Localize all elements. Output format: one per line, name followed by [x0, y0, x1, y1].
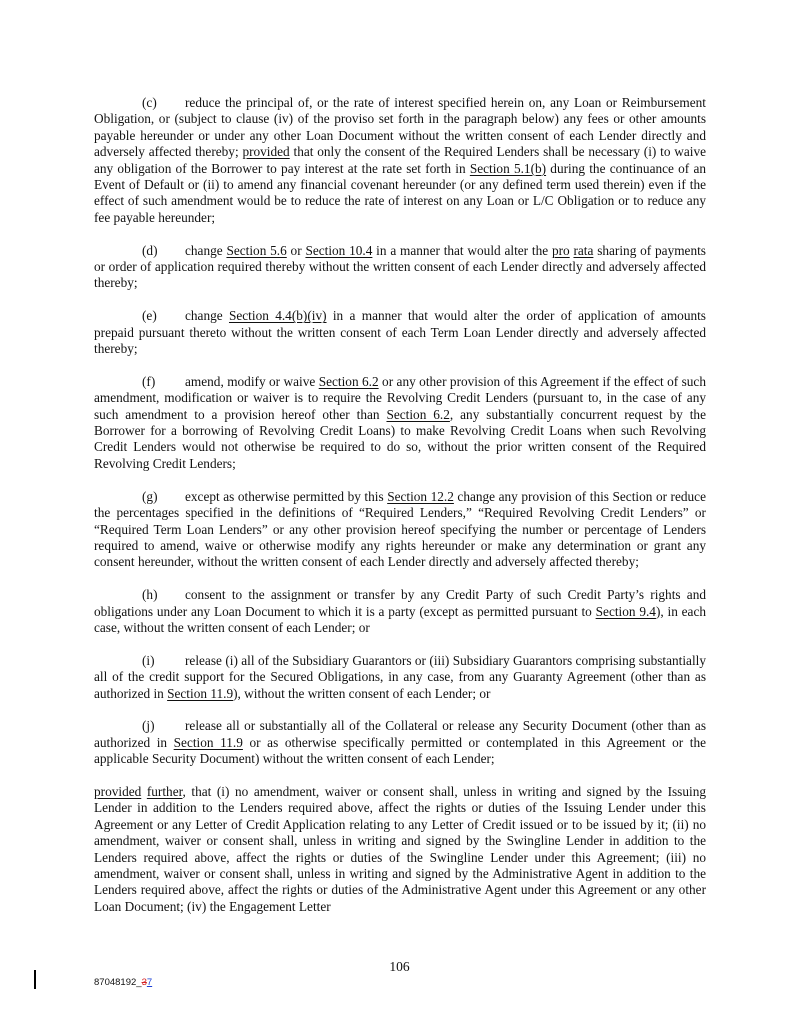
clause-j	[94, 718, 706, 767]
clause-text: ), in each case, without the written consent of each Lender; or	[94, 603, 706, 635]
underlined-reference: Section 12.2	[387, 488, 454, 504]
underlined-reference: Section 9.4	[595, 603, 656, 619]
underlined-reference: further	[146, 783, 183, 799]
clause-e	[94, 308, 706, 357]
clause-label: (g)	[142, 488, 158, 504]
clause-text: amend, modify or waive	[185, 373, 319, 389]
clause-c	[94, 95, 706, 226]
document-body	[94, 95, 706, 915]
clause-label: (j)	[142, 718, 155, 734]
document-id-footer	[94, 977, 152, 988]
clause-text: or any other provision of this Agreement if the effect of such amendment, modification or waiver is to require the Revolving Credit Lenders (pursuant to, in the case of any such amendment to a provision hereof other than	[94, 373, 706, 422]
page-number: 106	[389, 959, 410, 974]
underlined-reference: Section 6.2	[318, 373, 379, 389]
clause-proviso	[94, 784, 706, 915]
clause-text: , that (i) no amendment, waiver or consent shall, unless in writing and signed by the Issuing Lender in addition to the Lenders required above, affect the rights or duties of the Issuing Lender under this Agreement or any Letter of Credit Application relating to any Letter of Credit issued or to be issued by it; (ii) no amendment, waiver or consent shall, unless in writing and signed by the Swingline Lender in addition to the Lenders required above, affect the rights or duties of the Swingline Lender under this Agreement; (iii) no amendment, waiver or consent shall, unless in writing and signed by the Administrative Agent in addition to the Lenders required above, affect the rights or duties of the Administrative Agent under this Agreement or any other Loan Document; (iv) the Engagement Letter	[94, 783, 706, 914]
clause-label: (c)	[142, 95, 157, 110]
clause-text: release all or substantially all of the Collateral or release any Security Document (other than as authorized in	[94, 718, 706, 750]
clause-text: in a manner that would alter the order of application of amounts prepaid pursuant thereto without the written consent of each Term Loan Lender directly and adversely affected thereby;	[94, 308, 706, 357]
clause-text: except as otherwise permitted by this	[185, 488, 388, 504]
underlined-reference: pro	[551, 242, 570, 258]
clause-text: in a manner that would alter the	[372, 242, 552, 258]
underlined-reference: provided	[94, 783, 142, 799]
clause-text: change	[185, 308, 229, 324]
clause-label: (f)	[142, 373, 156, 389]
clause-text: consent to the assignment or transfer by any Credit Party of such Credit Party’s rights and obligations under any Loan Document to which it is a party (except as permitted pursuant to	[94, 587, 706, 619]
clause-d	[94, 243, 706, 292]
clause-text: or as otherwise specifically permitted or contemplated in this Agreement or the applicable Security Document) without the written consent of each Lender;	[94, 734, 707, 767]
underlined-reference: Section 11.9	[173, 734, 243, 750]
document-id-base: 87048192_	[94, 977, 142, 988]
clause-text: or	[286, 242, 306, 258]
underlined-reference: provided	[242, 144, 290, 160]
clause-text: reduce the principal of, or the rate of interest specified herein on, any Loan or Reimbursement Obligation, or (subject to clause (iv) of the proviso set forth in the paragraph below) any fees or other amounts payable hereunder or under any other Loan Document without the written consent of each Lender directly and adversely affected thereby;	[94, 95, 706, 160]
clause-label: (d)	[142, 242, 158, 258]
clause-f	[94, 374, 706, 472]
underlined-reference: Section 11.9	[167, 685, 234, 701]
clause-label: (e)	[142, 308, 157, 324]
clause-label: (i)	[142, 652, 155, 668]
clause-i	[94, 653, 706, 702]
document-id-inserted-version: 7	[146, 977, 153, 988]
clause-g	[94, 489, 706, 571]
clause-text: during the continuance of an Event of Default or (ii) to amend any financial covenant hereunder (or any defined term used therein) even if the effect of such amendment would be to reduce the rate of interest on any Loan or L/C Obligation or to reduce any fee payable hereunder;	[94, 160, 706, 225]
clause-text: change	[185, 242, 227, 258]
clause-text: that only the consent of the Required Lenders shall be necessary (i) to waive any obligation of the Borrower to pay interest at the rate set forth in	[94, 144, 706, 176]
underlined-reference: Section 6.2	[386, 406, 450, 422]
underlined-reference: Section 5.1(b)	[469, 160, 547, 176]
clause-text: change any provision of this Section or reduce the percentages specified in the definitions of “Required Lenders,” “Required Revolving Credit Lenders” or “Required Term Loan Lenders” or any other provision hereof specifying the number or percentage of Lenders required to amend, waive or otherwise modify any rights hereunder or make any determination or grant any consent hereunder, without the written consent of each Lender directly and adversely affected thereby;	[94, 488, 706, 570]
clause-text: , any substantially concurrent request by the Borrower for a borrowing of Revolving Credit Loans) to make Revolving Credit Loans when such Revolving Credit Lenders would not otherwise be required to do so, without the prior written consent of the Required Revolving Credit Lenders;	[94, 406, 706, 471]
underlined-reference: Section 10.4	[305, 242, 373, 258]
clause-text: sharing of payments or order of application required thereby without the written consent of each Lender directly and adversely affected thereby;	[94, 242, 706, 291]
clause-text: ), without the written consent of each Lender; or	[233, 685, 491, 701]
underlined-reference: Section 4.4(b)(iv)	[228, 308, 327, 324]
clause-h	[94, 587, 706, 636]
underlined-reference: Section 5.6	[226, 242, 287, 258]
underlined-reference: rata	[573, 242, 594, 258]
clause-text: release (i) all of the Subsidiary Guarantors or (iii) Subsidiary Guarantors comprising substantially all of the credit support for the Secured Obligations, in any case, from any Guaranty Agreement (other than as authorized in	[94, 652, 706, 701]
clause-label: (h)	[142, 587, 158, 603]
document-id-deleted-version: 3	[141, 977, 147, 988]
